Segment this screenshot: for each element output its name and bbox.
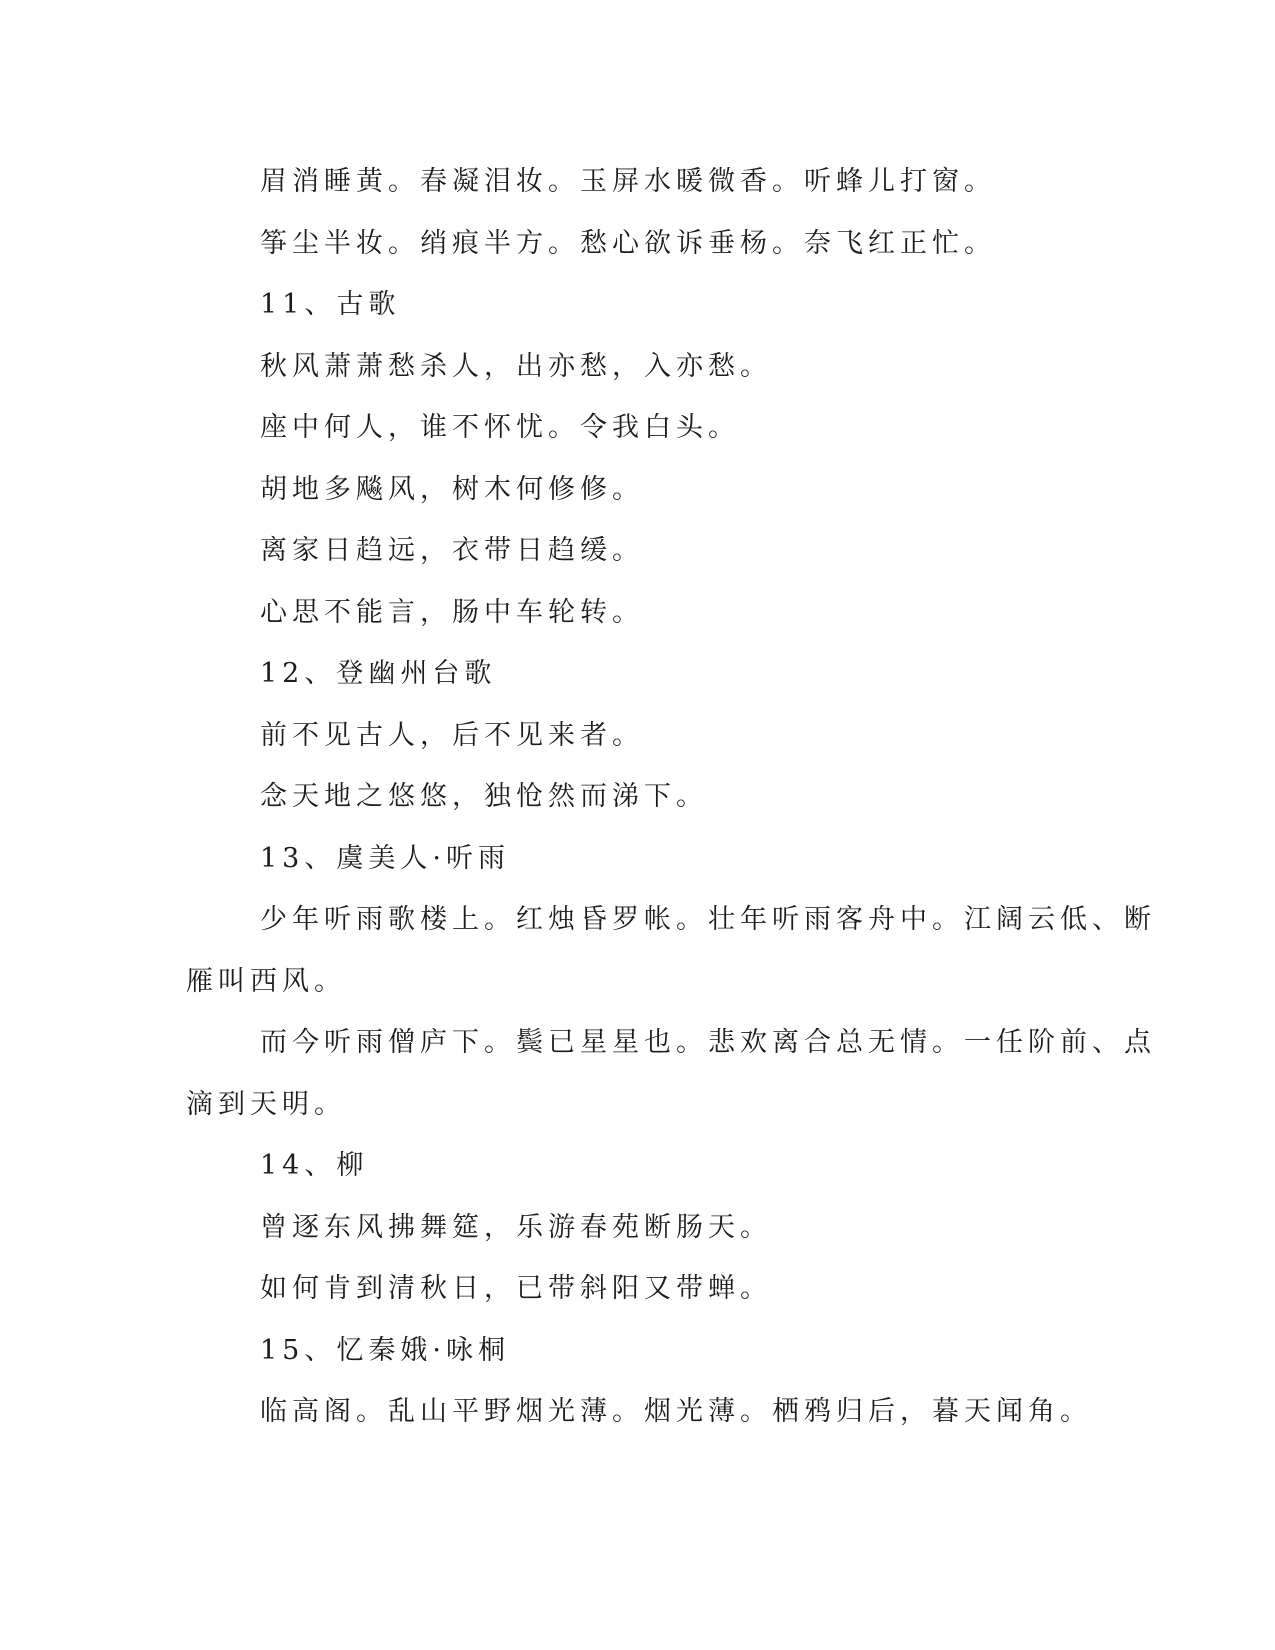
verse-line: 前不见古人，后不见来者。 — [260, 719, 644, 751]
verse-line-continuation: 滴到天明。 — [186, 1088, 346, 1120]
verse-line: 临高阁。乱山平野烟光薄。烟光薄。栖鸦归后，暮天闻角。 — [260, 1396, 1092, 1427]
verse-line: 座中何人，谁不怀忧。令我白头。 — [260, 412, 740, 443]
verse-line: 曾逐东风拂舞筵，乐游春苑断肠天。 — [260, 1211, 772, 1243]
verse-line: 而今听雨僧庐下。鬓已星星也。悲欢离合总无情。一任阶前、点 — [260, 1027, 1156, 1058]
verse-line: 筝尘半妆。绡痕半方。愁心欲诉垂杨。奈飞红正忙。 — [260, 227, 996, 259]
verse-line: 眉消睡黄。春凝泪妆。玉屏水暖微香。听蜂儿打窗。 — [260, 166, 996, 197]
verse-line-continuation: 雁叫西风。 — [186, 965, 346, 997]
poem-heading: 11、古歌 — [260, 289, 401, 320]
document-body — [186, 158, 1156, 1450]
poem-heading: 14、柳 — [260, 1150, 369, 1181]
verse-line: 心思不能言，肠中车轮转。 — [260, 596, 644, 628]
poem-heading: 15、忆秦娥·咏桐 — [260, 1334, 510, 1366]
verse-line: 秋风萧萧愁杀人，出亦愁，入亦愁。 — [260, 350, 772, 382]
verse-line: 少年听雨歌楼上。红烛昏罗帐。壮年听雨客舟中。江阔云低、断 — [260, 904, 1156, 935]
verse-line: 胡地多飚风，树木何修修。 — [260, 473, 644, 505]
poem-heading: 12、登幽州台歌 — [260, 658, 497, 689]
poem-heading: 13、虞美人·听雨 — [260, 842, 510, 874]
verse-line: 念天地之悠悠，独怆然而涕下。 — [260, 781, 708, 812]
verse-line: 离家日趋远，衣带日趋缓。 — [260, 535, 644, 566]
verse-line: 如何肯到清秋日，已带斜阳又带蝉。 — [260, 1273, 772, 1304]
